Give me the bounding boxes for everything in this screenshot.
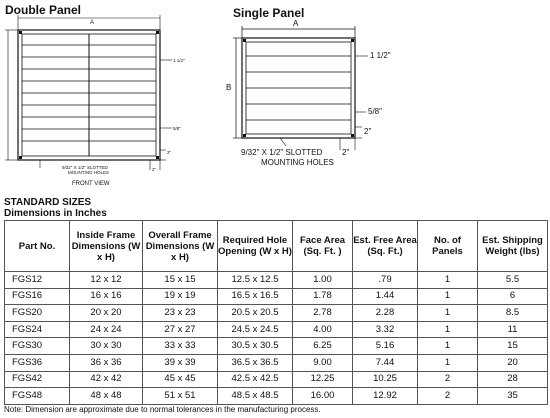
cell-free-area: 5.16 — [353, 338, 418, 355]
cell-part-no: FGS30 — [5, 338, 70, 355]
cell-panels: 1 — [418, 272, 478, 289]
table-row — [5, 388, 548, 405]
double-slot-note-2: MOUNTING HOLES — [68, 170, 110, 175]
single-dim-b: B — [226, 83, 232, 92]
single-slot-note-1: 9/32" X 1/2" SLOTTED — [241, 148, 323, 157]
cell-inside-frame: 20 x 20 — [70, 305, 143, 322]
cell-hole-opening: 24.5 x 24.5 — [218, 321, 293, 338]
cell-overall-frame: 33 x 33 — [143, 338, 218, 355]
cell-overall-frame: 51 x 51 — [143, 388, 218, 405]
section-subtitle: Dimensions in Inches — [4, 208, 107, 219]
single-dim-2-side: 2" — [364, 127, 372, 136]
double-dim-2-bottom: 2" — [152, 167, 157, 172]
double-dim-1-1-2: 1 1/2" — [173, 58, 185, 63]
table-row — [5, 354, 548, 371]
single-dim-2-bottom: 2" — [342, 148, 350, 157]
cell-free-area: 2.28 — [353, 305, 418, 322]
single-dim-1-1-2: 1 1/2" — [370, 51, 391, 60]
cell-inside-frame: 12 x 12 — [70, 272, 143, 289]
cell-inside-frame: 24 x 24 — [70, 321, 143, 338]
cell-inside-frame: 16 x 16 — [70, 288, 143, 305]
front-view-caption: FRONT VIEW — [72, 181, 110, 187]
double-dim-5-8: 5/8" — [173, 126, 181, 131]
header-free-area: Est. Free Area (Sq. Ft.) — [353, 221, 418, 272]
cell-face-area: 6.25 — [293, 338, 353, 355]
cell-part-no: FGS42 — [5, 371, 70, 388]
cell-hole-opening: 12.5 x 12.5 — [218, 272, 293, 289]
table-header-row — [5, 221, 548, 272]
double-panel-title: Double Panel — [5, 3, 82, 17]
cell-face-area: 16.00 — [293, 388, 353, 405]
table-row — [5, 321, 548, 338]
cell-overall-frame: 27 x 27 — [143, 321, 218, 338]
footnote: Note: Dimension are approximate due to normal tolerances in the manufacturing process. — [4, 405, 321, 414]
cell-overall-frame: 19 x 19 — [143, 288, 218, 305]
cell-hole-opening: 42.5 x 42.5 — [218, 371, 293, 388]
cell-shipping-weight: 5.5 — [478, 272, 548, 289]
cell-part-no: FGS36 — [5, 354, 70, 371]
table-row — [5, 288, 548, 305]
cell-overall-frame: 39 x 39 — [143, 354, 218, 371]
cell-shipping-weight: 15 — [478, 338, 548, 355]
cell-hole-opening: 48.5 x 48.5 — [218, 388, 293, 405]
cell-part-no: FGS24 — [5, 321, 70, 338]
cell-overall-frame: 15 x 15 — [143, 272, 218, 289]
cell-part-no: FGS12 — [5, 272, 70, 289]
table-row — [5, 272, 548, 289]
cell-face-area: 9.00 — [293, 354, 353, 371]
cell-face-area: 1.78 — [293, 288, 353, 305]
cell-shipping-weight: 11 — [478, 321, 548, 338]
cell-free-area: 12.92 — [353, 388, 418, 405]
cell-panels: 1 — [418, 288, 478, 305]
header-part-no: Part No. — [5, 221, 70, 272]
cell-panels: 1 — [418, 354, 478, 371]
cell-free-area: 10.25 — [353, 371, 418, 388]
cell-overall-frame: 45 x 45 — [143, 371, 218, 388]
cell-face-area: 2.78 — [293, 305, 353, 322]
cell-panels: 1 — [418, 321, 478, 338]
cell-face-area: 4.00 — [293, 321, 353, 338]
cell-shipping-weight: 6 — [478, 288, 548, 305]
cell-panels: 2 — [418, 388, 478, 405]
cell-free-area: 3.32 — [353, 321, 418, 338]
double-dim-2-side: 2" — [167, 150, 172, 155]
cell-panels: 1 — [418, 305, 478, 322]
double-slot-note-1: 9/32" X 1/2" SLOTTED — [62, 165, 108, 170]
cell-part-no: FGS20 — [5, 305, 70, 322]
single-dim-a: A — [293, 19, 299, 28]
single-panel-drawing — [220, 0, 400, 170]
table-row — [5, 371, 548, 388]
cell-free-area: 1.44 — [353, 288, 418, 305]
header-hole-opening: Required Hole Opening (W x H) — [218, 221, 293, 272]
cell-overall-frame: 23 x 23 — [143, 305, 218, 322]
section-title: STANDARD SIZES — [4, 197, 92, 208]
header-shipping-weight: Est. Shipping Weight (lbs) — [478, 221, 548, 272]
header-face-area: Face Area (Sq. Ft. ) — [293, 221, 353, 272]
cell-free-area: .79 — [353, 272, 418, 289]
cell-part-no: FGS16 — [5, 288, 70, 305]
cell-panels: 1 — [418, 338, 478, 355]
cell-hole-opening: 20.5 x 20.5 — [218, 305, 293, 322]
cell-hole-opening: 30.5 x 30.5 — [218, 338, 293, 355]
cell-part-no: FGS48 — [5, 388, 70, 405]
cell-shipping-weight: 8.5 — [478, 305, 548, 322]
cell-hole-opening: 16.5 x 16.5 — [218, 288, 293, 305]
header-panels: No. of Panels — [418, 221, 478, 272]
table-row — [5, 305, 548, 322]
cell-free-area: 7.44 — [353, 354, 418, 371]
standard-sizes-table — [4, 220, 548, 405]
cell-inside-frame: 36 x 36 — [70, 354, 143, 371]
cell-face-area: 12.25 — [293, 371, 353, 388]
cell-face-area: 1.00 — [293, 272, 353, 289]
cell-inside-frame: 30 x 30 — [70, 338, 143, 355]
cell-inside-frame: 42 x 42 — [70, 371, 143, 388]
single-dim-5-8: 5/8" — [368, 107, 382, 116]
table-row — [5, 338, 548, 355]
header-inside-frame: Inside Frame Dimensions (W x H) — [70, 221, 143, 272]
cell-panels: 2 — [418, 371, 478, 388]
cell-shipping-weight: 20 — [478, 354, 548, 371]
header-overall-frame: Overall Frame Dimensions (W x H) — [143, 221, 218, 272]
double-dim-a: A — [90, 20, 95, 26]
single-panel-title: Single Panel — [233, 6, 305, 20]
single-slot-note-2: MOUNTING HOLES — [261, 158, 334, 167]
cell-shipping-weight: 35 — [478, 388, 548, 405]
cell-hole-opening: 36.5 x 36.5 — [218, 354, 293, 371]
cell-inside-frame: 48 x 48 — [70, 388, 143, 405]
cell-shipping-weight: 28 — [478, 371, 548, 388]
